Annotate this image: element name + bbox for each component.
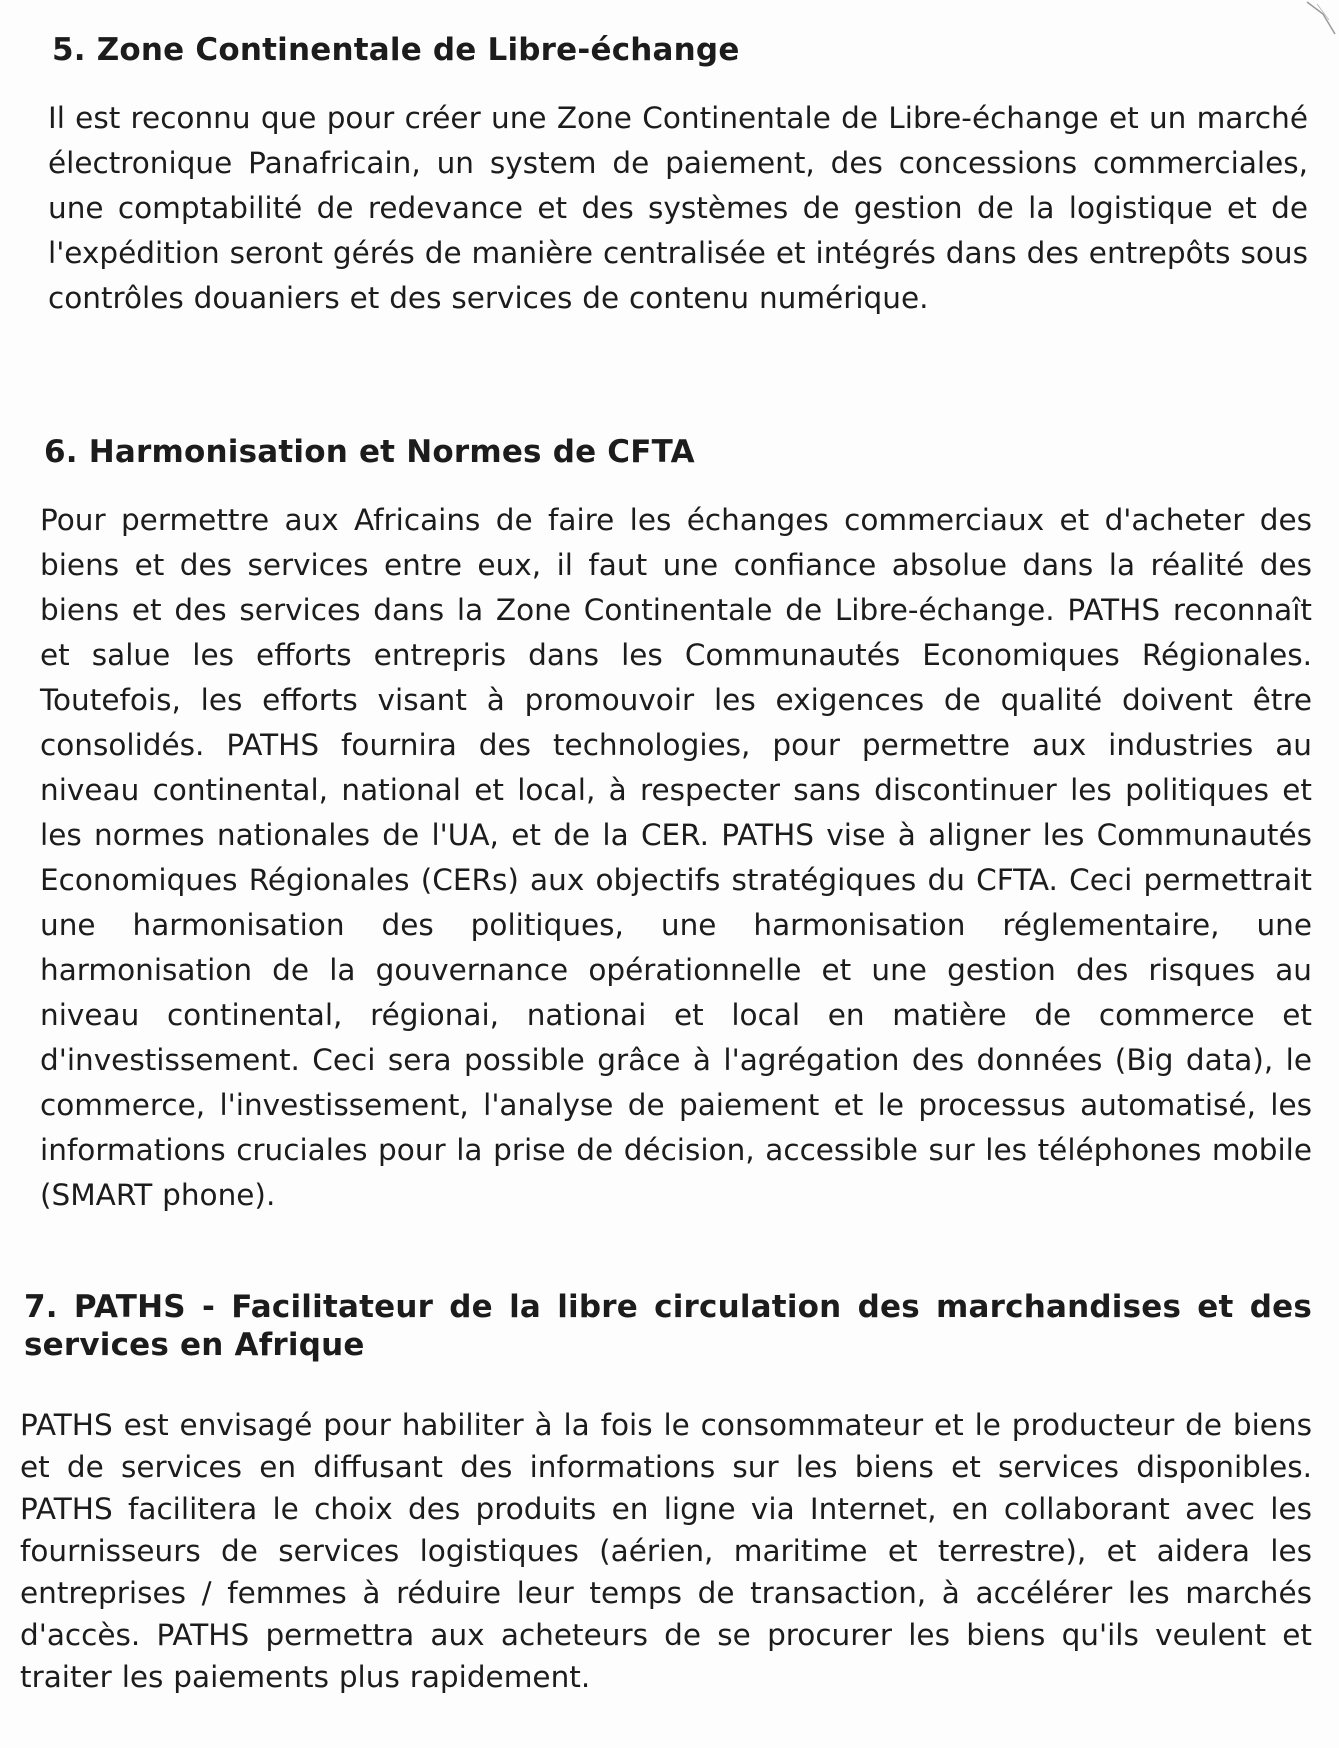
section-5-heading: 5. Zone Continentale de Libre-échange bbox=[52, 32, 740, 68]
section-7-body: PATHS est envisagé pour habiliter à la fois le consommateur et le producteur de biens et de services en diffusant des informations sur les biens et services disponibles. PATHS facilitera le choix des produits en ligne via Internet, en collaborant avec les fournisseurs de services logistiques (aérien, maritime et terrestre), et aidera les entreprises / femmes à réduire leur temps de transaction, à accélérer les marchés d'accès. PATHS permettra aux acheteurs de se procurer les biens qu'ils veulent et traiter les paiements plus rapidement. bbox=[20, 1408, 1312, 1694]
section-6 bbox=[40, 432, 1312, 1218]
section-6-body: Pour permettre aux Africains de faire les échanges commerciaux et d'acheter des biens et des services entre eux, il faut une confiance absolue dans la réalité des biens et des services dans la Zone Continentale de Libre-échange. PATHS reconnaît et salue les efforts entrepris dans les Communautés Economiques Régionales. Toutefois, les efforts visant à promouvoir les exigences de qualité doivent être consolidés. PATHS fournira des technologies, pour permettre aux industries au niveau continental, national et local, à respecter sans discontinuer les politiques et les normes nationales de l'UA, et de la CER. PATHS vise à aligner les Communautés Economiques Régionales (CERs) aux objectifs stratégiques du CFTA. Ceci permettrait une harmonisation des politiques, une harmonisation réglementaire, une harmonisation de la gouvernance opérationnelle et une gestion des risques au niveau continental, régionai, nationai et local en matière de commerce et d'investissement. Ceci sera possible grâce à l'agrégation des données (Big data), le commerce, l'investissement, l'analyse de paiement et le processus automatisé, les informations cruciales pour la prise de décision, accessible sur les téléphones mobile (SMART phone). bbox=[40, 503, 1312, 1212]
section-5 bbox=[48, 30, 1308, 321]
section-7-heading: 7. PATHS - Facilitateur de la libre circulation des marchandises et des services en Afrique bbox=[24, 1289, 1312, 1363]
section-7 bbox=[20, 1288, 1312, 1698]
section-5-body: Il est reconnu que pour créer une Zone Continentale de Libre-échange et un marché électronique Panafricain, un system de paiement, des concessions commerciales, une comptabilité de redevance et des systèmes de gestion de la logistique et de l'expédition seront gérés de manière centralisée et intégrés dans des entrepôts sous contrôles douaniers et des services de contenu numérique. bbox=[48, 101, 1308, 315]
section-6-heading: 6. Harmonisation et Normes de CFTA bbox=[44, 434, 695, 470]
